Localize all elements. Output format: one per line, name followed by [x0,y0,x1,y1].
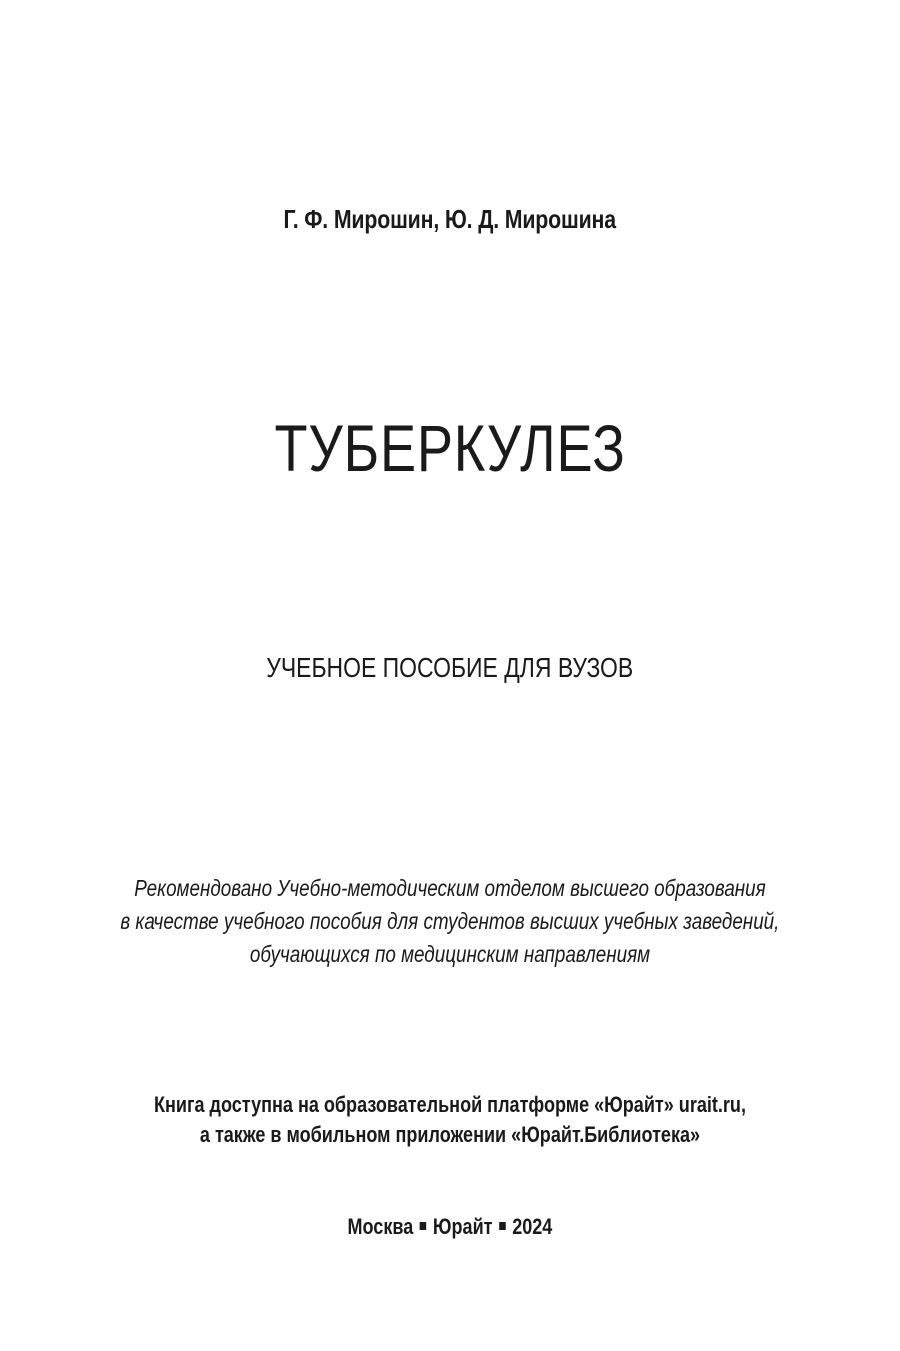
imprint-year: 2024 [512,1214,553,1239]
availability-line-2 [0,1122,900,1148]
imprint [0,1214,900,1240]
availability-text-2: а также в мобильном приложении «Юрайт.Библиотека» [199,1122,701,1147]
authors-text: Г. Ф. Мирошин, Ю. Д. Мирошина [283,204,617,234]
availability-text-1: Книга доступна на образовательной платформе «Юрайт» urait.ru, [153,1092,746,1117]
availability-line-1 [0,1092,900,1118]
square-bullet-icon [420,1222,427,1230]
book-subtitle [0,652,900,684]
book-title [0,410,900,486]
recommendation-text-3: обучающихся по медицинским направлениям [249,941,651,967]
recommendation-line-1 [0,875,900,902]
authors-line [0,204,900,235]
recommendation-text-2: в качестве учебного пособия для студентов высших учебных заведений, [120,908,780,934]
recommendation-line-3 [0,941,900,968]
square-bullet-icon [499,1222,506,1230]
imprint-city: Москва [347,1214,414,1239]
recommendation-line-2 [0,908,900,935]
book-title-text: ТУБЕРКУЛЕЗ [274,411,626,485]
book-subtitle-text: УЧЕБНОЕ ПОСОБИЕ ДЛЯ ВУЗОВ [266,652,634,683]
recommendation-text-1: Рекомендовано Учебно-методическим отделом высшего образования [134,875,766,901]
imprint-publisher: Юрайт [433,1214,493,1239]
imprint-group [348,1214,553,1240]
